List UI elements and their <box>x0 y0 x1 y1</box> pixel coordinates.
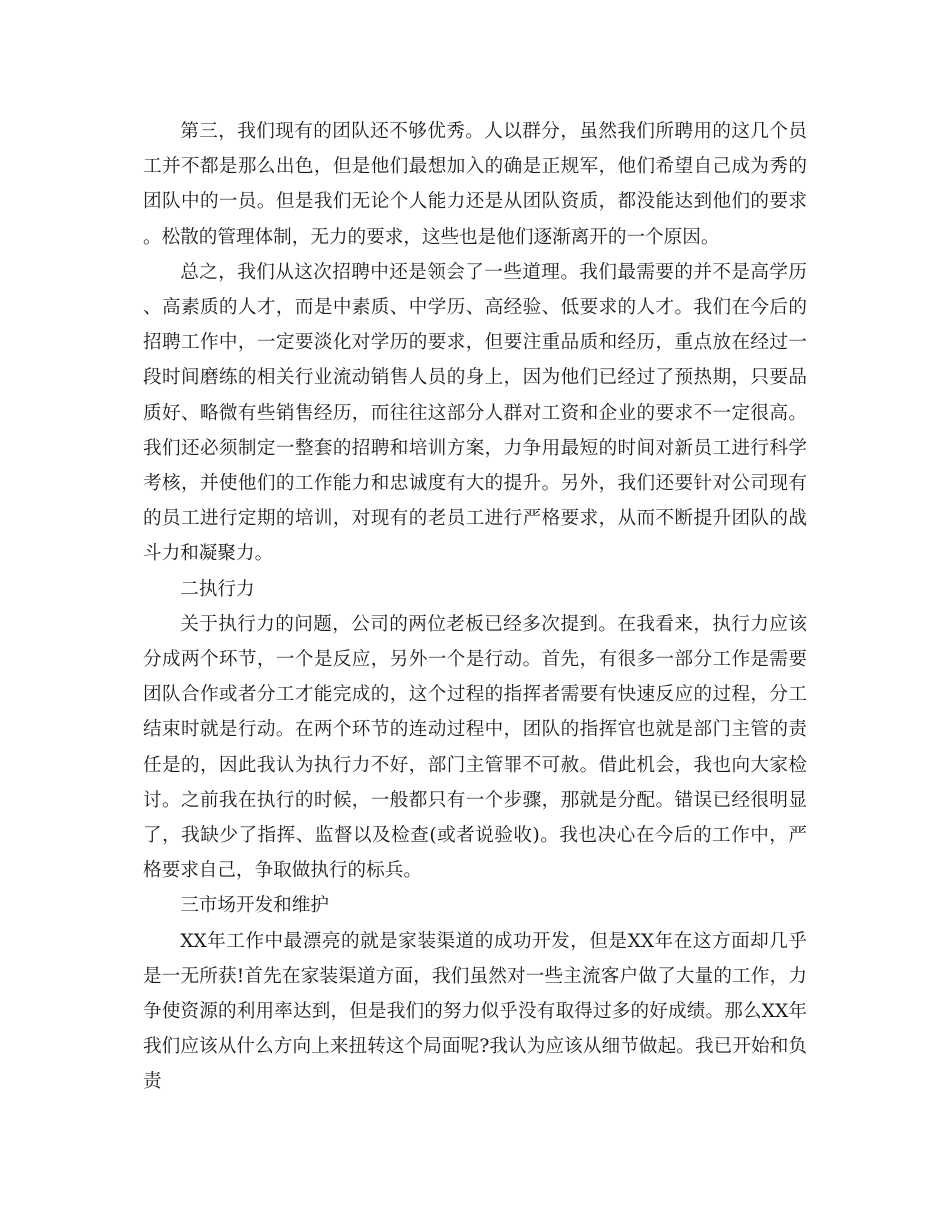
document-body <box>143 114 807 1100</box>
paragraph-market: XX年工作中最漂亮的就是家装渠道的成功开发，但是XX年在这方面却几乎是一无所获!首先在家装渠道方面，我们虽然对一些主流客户做了大量的工作，力争使资源的利用率达到，但是我们的努力似乎没有取得过多的好成绩。那么XX年我们应该从什么方向上来扭转这个局面呢?我认为应该从细节做起。我已开始和负责 <box>143 930 807 1093</box>
section-heading-execution: 二执行力 <box>180 578 255 600</box>
section-heading-market: 三市场开发和维护 <box>180 895 329 917</box>
paragraph-execution: 关于执行力的问题，公司的两位老板已经多次提到。在我看来，执行力应该分成两个环节，一个是反应，另外一个是行动。首先，有很多一部分工作是需要团队合作或者分工才能完成的，这个过程的指挥者需要有快速反应的过程，分工结束时就是行动。在两个环节的连动过程中，团队的指挥官也就是部门主管的责任是的，因此我认为执行力不好，部门主管罪不可赦。借此机会，我也向大家检讨。之前我在执行的时候，一般都只有一个步骤，那就是分配。错误已经很明显了，我缺少了指挥、监督以及检查(或者说验收)。我也决心在今后的工作中，严格要求自己，争取做执行的标兵。 <box>143 613 807 882</box>
paragraph-recruitment-summary: 总之，我们从这次招聘中还是领会了一些道理。我们最需要的并不是高学历、高素质的人才，而是中素质、中学历、高经验、低要求的人才。我们在今后的招聘工作中，一定要淡化对学历的要求，但要注重品质和经历，重点放在经过一段时间磨练的相关行业流动销售人员的身上，因为他们已经过了预热期，只要品质好、略微有些销售经历，而往往这部分人群对工资和企业的要求不一定很高。我们还必须制定一整套的招聘和培训方案，力争用最短的时间对新员工进行科学考核，并使他们的工作能力和忠诚度有大的提升。另外，我们还要针对公司现有的员工进行定期的培训，对现有的老员工进行严格要求，从而不断提升团队的战斗力和凝聚力。 <box>143 261 807 565</box>
paragraph-team-quality: 第三，我们现有的团队还不够优秀。人以群分，虽然我们所聘用的这几个员工并不都是那么出色，但是他们最想加入的确是正规军，他们希望自己成为秀的团队中的一员。但是我们无论个人能力还是从团队资质，都没能达到他们的要求。松散的管理体制，无力的要求，这些也是他们逐渐离开的一个原因。 <box>143 121 807 248</box>
